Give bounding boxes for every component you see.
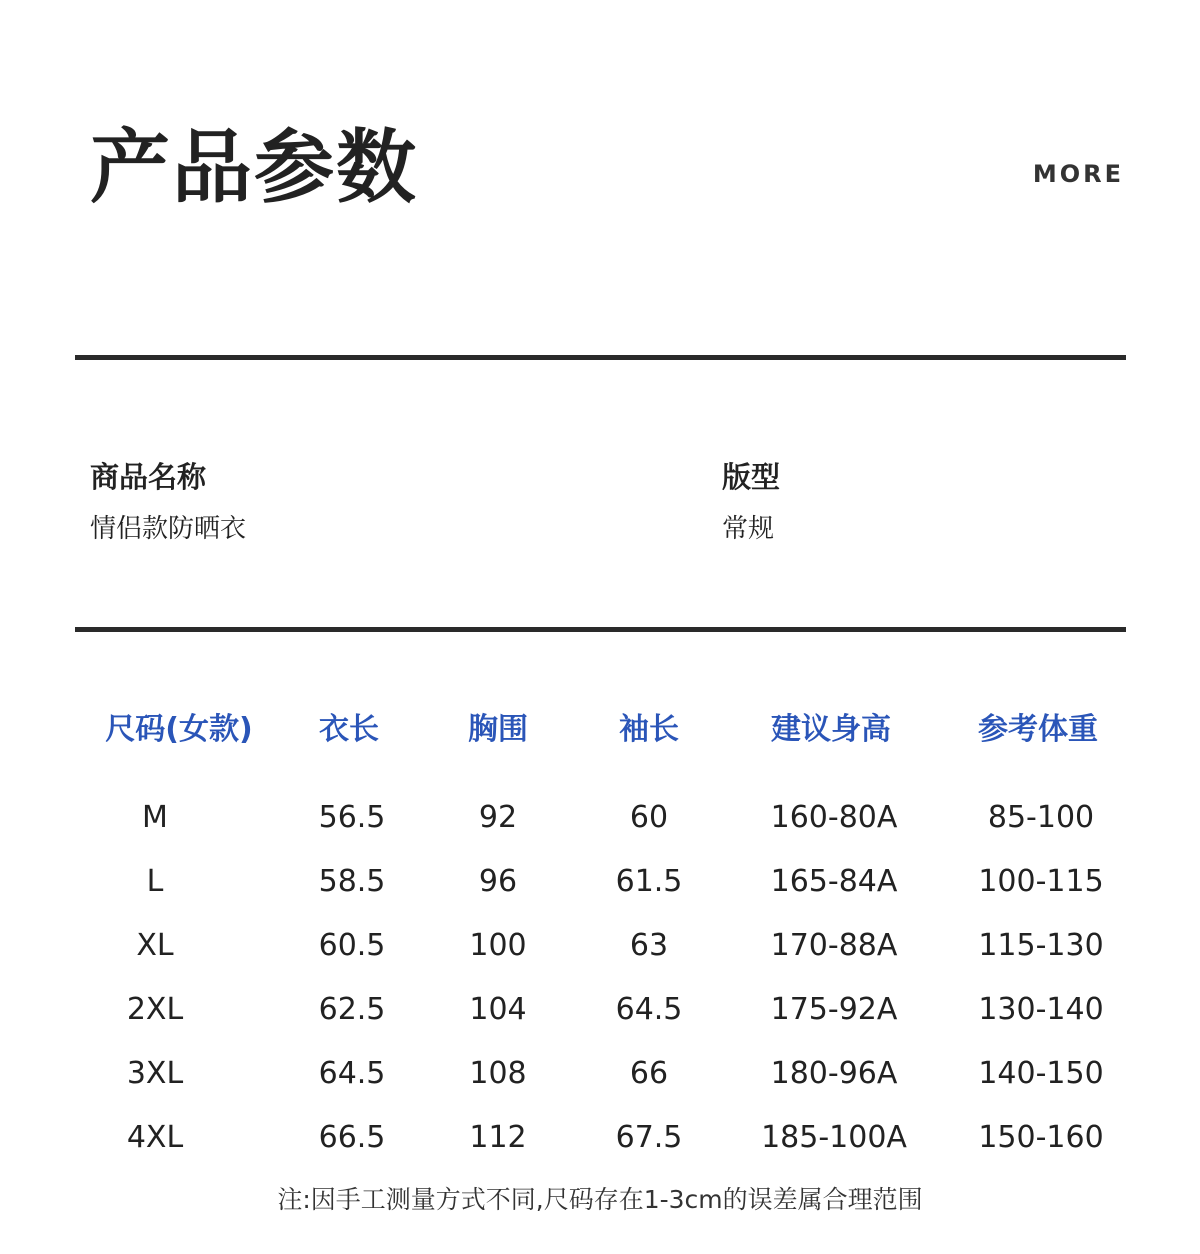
cell-chest: 104 [469,992,527,1027]
cell-size: L [146,864,164,899]
cell-weight: 85-100 [987,800,1095,835]
cell-length: 62.5 [318,992,386,1027]
table-row [75,918,1126,982]
size-table [75,690,1126,1174]
header-chest: 胸围 [468,712,528,747]
cell-sleeve: 63 [629,928,669,963]
table-row [75,1110,1126,1174]
cell-size: XL [136,928,174,963]
cell-sleeve: 67.5 [615,1120,683,1155]
divider-top [75,355,1126,360]
cell-sleeve: 60 [629,800,669,835]
product-name-value: 情侣款防晒衣 [90,514,247,544]
cell-weight: 115-130 [978,928,1104,963]
cell-sleeve: 61.5 [615,864,683,899]
cell-length: 56.5 [318,800,386,835]
product-name-label: 商品名称 [90,460,207,494]
header-size: 尺码(女款) [105,712,253,747]
cell-size: M [142,800,168,835]
more-link[interactable]: MORE [1032,160,1124,188]
cell-weight: 130-140 [978,992,1104,1027]
cell-sleeve: 66 [629,1056,669,1091]
product-fit-block [722,455,780,545]
table-row [75,982,1126,1046]
table-row [75,1046,1126,1110]
product-name-block [90,455,246,545]
table-row [75,854,1126,918]
cell-length: 60.5 [318,928,386,963]
cell-height: 175-92A [770,992,898,1027]
product-fit-value: 常规 [722,514,775,544]
table-row [75,790,1126,854]
page-title: 产品参数 [90,121,418,214]
header-height: 建议身高 [771,712,891,747]
cell-chest: 112 [469,1120,527,1155]
header-length: 衣长 [319,712,379,747]
cell-height: 160-80A [770,800,898,835]
cell-chest: 96 [478,864,518,899]
header-weight: 参考体重 [978,712,1098,747]
cell-height: 180-96A [770,1056,898,1091]
header-sleeve: 袖长 [619,712,679,747]
product-fit-label: 版型 [722,460,781,494]
cell-height: 185-100A [761,1120,907,1155]
size-table-header-row [75,690,1126,770]
cell-length: 66.5 [318,1120,386,1155]
cell-chest: 92 [478,800,518,835]
cell-size: 3XL [126,1056,184,1091]
cell-length: 64.5 [318,1056,386,1091]
cell-weight: 150-160 [978,1120,1104,1155]
cell-height: 165-84A [770,864,898,899]
cell-size: 4XL [126,1120,184,1155]
cell-chest: 108 [469,1056,527,1091]
measurement-note: 注:因手工测量方式不同,尺码存在1-3cm的误差属合理范围 [277,1185,923,1214]
cell-weight: 140-150 [978,1056,1104,1091]
divider-middle [75,627,1126,632]
cell-sleeve: 64.5 [615,992,683,1027]
cell-length: 58.5 [318,864,386,899]
cell-size: 2XL [126,992,184,1027]
cell-height: 170-88A [770,928,898,963]
cell-chest: 100 [469,928,527,963]
cell-weight: 100-115 [978,864,1104,899]
